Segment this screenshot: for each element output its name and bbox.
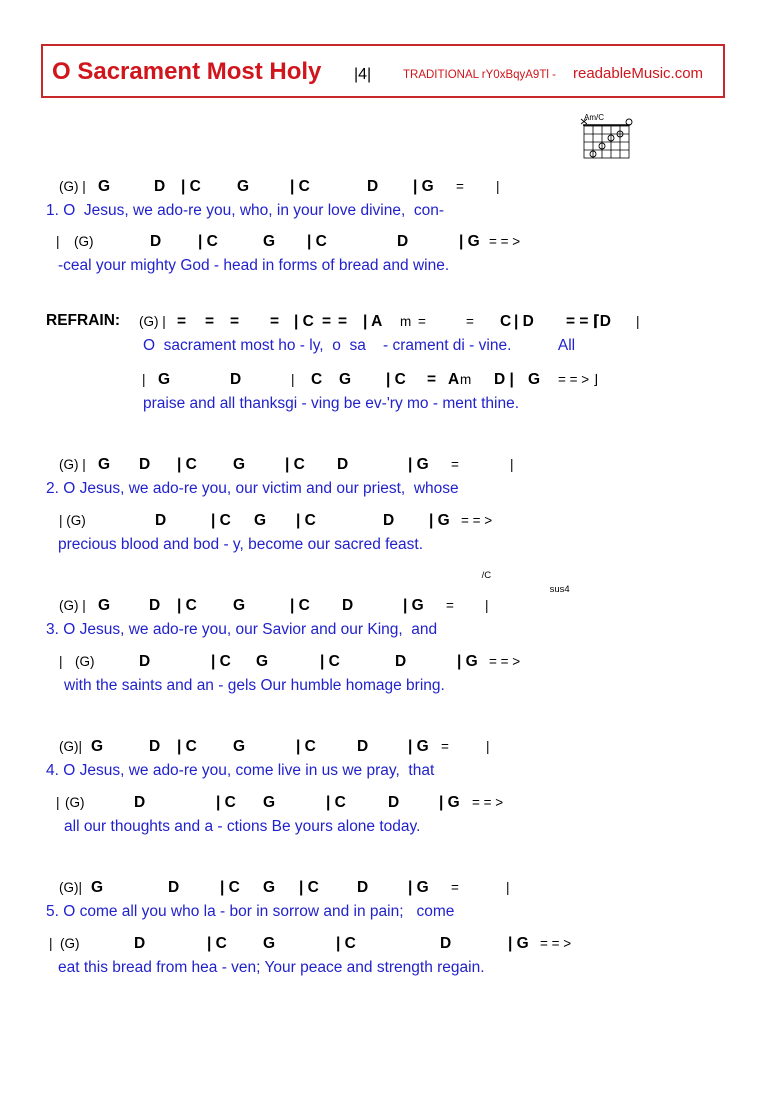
chord: | C	[296, 738, 316, 755]
chord: | C	[211, 512, 231, 529]
chord: |	[506, 880, 510, 895]
chord: |	[56, 795, 60, 810]
chord-diagram-label: Am/C	[584, 113, 604, 122]
chord: (G)|	[59, 880, 82, 895]
refrain-label: REFRAIN:	[46, 312, 121, 329]
chord: D |	[494, 371, 514, 388]
chord: | G	[403, 597, 424, 614]
chord: |	[49, 936, 53, 951]
chord: G	[263, 794, 276, 811]
lyric-line: 2. O Jesus, we ado-re you, our victim and our priest, whose	[46, 480, 459, 497]
chord: G	[256, 653, 269, 670]
chord: | C	[290, 597, 310, 614]
chord: G	[339, 371, 352, 388]
chord: | C	[220, 879, 240, 896]
lyric-line: precious blood and bod - y, become our sacred feast.	[58, 536, 424, 553]
chord: |	[636, 314, 640, 329]
lyric-line: 4. O Jesus, we ado-re you, come live in us we pray, that	[46, 762, 435, 779]
chord: G	[237, 178, 250, 195]
lyric-line: with the saints and an - gels Our humble homage bring.	[64, 677, 445, 694]
chord: D	[388, 794, 400, 811]
lyric-line: all our thoughts and a - ctions Be yours alone today.	[64, 818, 421, 835]
chord: | C	[211, 653, 231, 670]
chord: =	[418, 314, 426, 329]
chord: (G) |	[139, 314, 166, 329]
lyric-line: praise and all thanksgi - ving be ev-'ry mo - ment thine.	[143, 395, 519, 412]
chord: D	[230, 371, 242, 388]
chord: D	[155, 512, 167, 529]
chord: (G)	[74, 234, 94, 249]
chord: A	[448, 371, 460, 388]
chord: (G) |	[59, 179, 86, 194]
chord: | C	[307, 233, 327, 250]
chord: =	[427, 371, 437, 388]
chord: G	[233, 597, 246, 614]
chord: | G	[413, 178, 434, 195]
chord: |	[485, 598, 489, 613]
chord: =	[270, 313, 280, 330]
chord: G	[158, 371, 171, 388]
lyric-line: 5. O come all you who la - bor in sorrow and in pain; come	[46, 903, 455, 920]
chord: D	[367, 178, 379, 195]
chord: (G) |	[59, 598, 86, 613]
chord: = = >	[461, 513, 493, 528]
chord: |	[510, 457, 514, 472]
chord: D	[440, 935, 452, 952]
chord: = = >	[540, 936, 572, 951]
chord: (G)	[60, 936, 80, 951]
chord: G	[254, 512, 267, 529]
chord: | C	[294, 313, 314, 330]
chord: | G	[408, 879, 429, 896]
chord: D	[168, 879, 180, 896]
chord: C	[500, 313, 512, 330]
chord: | C	[207, 935, 227, 952]
chord: | C	[216, 794, 236, 811]
chord: sus4	[549, 584, 570, 595]
chord: =	[446, 598, 454, 613]
site-link[interactable]: readableMusic.com	[573, 65, 704, 82]
chord: G	[233, 738, 246, 755]
chord: | C	[285, 456, 305, 473]
chord: | C	[336, 935, 356, 952]
chord: |	[142, 372, 146, 387]
chord: G	[263, 935, 276, 952]
chord: | G	[439, 794, 460, 811]
chord: (G)	[75, 654, 95, 669]
chord: |	[291, 372, 295, 387]
chord: G	[98, 456, 111, 473]
traditional-credit: TRADITIONAL rY0xBqyA9Tl -	[403, 69, 556, 81]
chord: | C	[177, 456, 197, 473]
chord: | D	[514, 313, 534, 330]
chord: D	[357, 879, 369, 896]
chord: | C	[177, 738, 197, 755]
lyric-line: -ceal your mighty God - head in forms of bread and wine.	[58, 257, 450, 274]
chord: m	[460, 372, 472, 387]
chord: | (G)	[59, 513, 86, 528]
chord: = = >	[489, 234, 521, 249]
chord: /C	[481, 570, 492, 581]
chord: | C	[177, 597, 197, 614]
chord: | C	[326, 794, 346, 811]
chord: | G	[457, 653, 478, 670]
chord: =	[205, 313, 215, 330]
chord: D	[337, 456, 349, 473]
chord: m	[400, 314, 412, 329]
chord: = = >	[472, 795, 504, 810]
chord: G	[91, 738, 104, 755]
chord: =	[177, 313, 187, 330]
chord: | C	[198, 233, 218, 250]
chord: = = > ⌋	[558, 372, 599, 387]
song-title: O Sacrament Most Holy	[52, 58, 322, 85]
chord: | C	[299, 879, 319, 896]
chord: =	[338, 313, 348, 330]
chord: =	[451, 457, 459, 472]
chord: (G)|	[59, 739, 82, 754]
chord: G	[263, 879, 276, 896]
chord: G	[263, 233, 276, 250]
chord: | G	[408, 738, 429, 755]
chord: D	[397, 233, 409, 250]
chord: = = >	[489, 654, 521, 669]
chord: D	[149, 738, 161, 755]
chord: =	[441, 739, 449, 754]
chord: D	[134, 794, 146, 811]
chord: G	[98, 597, 111, 614]
chord: D	[357, 738, 369, 755]
chord: D	[149, 597, 161, 614]
chord: =	[451, 880, 459, 895]
chord: | C	[320, 653, 340, 670]
chord: D	[150, 233, 162, 250]
chord: (G)	[65, 795, 85, 810]
chord: =	[230, 313, 240, 330]
chord: D	[395, 653, 407, 670]
chord: D	[154, 178, 166, 195]
chord: | C	[386, 371, 406, 388]
chord: |	[486, 739, 490, 754]
chord: G	[233, 456, 246, 473]
chord-diagram-am-c	[578, 112, 636, 162]
chord: =	[456, 179, 464, 194]
chord: |	[59, 654, 63, 669]
lyric-line: O sacrament most ho - ly, o sa - crament di - vine. All	[143, 337, 576, 354]
chord: | G	[429, 512, 450, 529]
chord: D	[383, 512, 395, 529]
chord: =	[466, 314, 474, 329]
lyric-line: eat this bread from hea - ven; Your peace and strength regain.	[58, 959, 485, 976]
chord: | C	[181, 178, 201, 195]
chord: G	[98, 178, 111, 195]
chord: |	[56, 234, 60, 249]
chord: =	[322, 313, 332, 330]
chord: D	[139, 653, 151, 670]
chord: |	[496, 179, 500, 194]
chord: = = ⌈D	[566, 313, 611, 330]
lyric-line: 3. O Jesus, we ado-re you, our Savior and our King, and	[46, 621, 438, 638]
chord: (G) |	[59, 457, 86, 472]
chord: | G	[459, 233, 480, 250]
chord: D	[342, 597, 354, 614]
chord: C	[311, 371, 323, 388]
chord: | G	[408, 456, 429, 473]
chord: | C	[290, 178, 310, 195]
chord: G	[91, 879, 104, 896]
lyric-line: 1. O Jesus, we ado-re you, who, in your love divine, con-	[46, 202, 445, 219]
chord: G	[528, 371, 541, 388]
chord: | C	[296, 512, 316, 529]
chord: D	[134, 935, 146, 952]
time-signature: |4|	[354, 66, 372, 83]
chord: | A	[363, 313, 383, 330]
chord: D	[139, 456, 151, 473]
chord: | G	[508, 935, 529, 952]
